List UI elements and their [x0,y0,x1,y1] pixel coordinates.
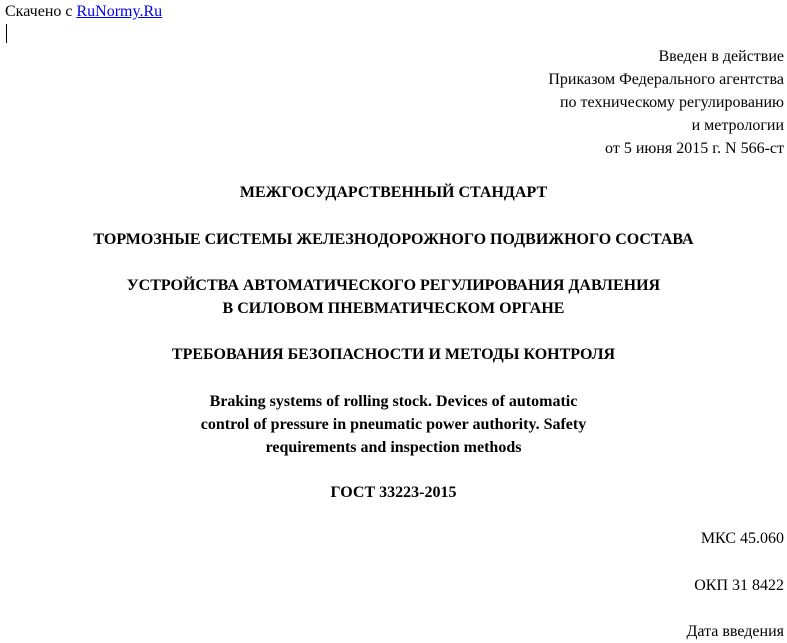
system-title-heading [0,228,787,251]
system-title: ТОРМОЗНЫЕ СИСТЕМЫ ЖЕЛЕЗНОДОРОЖНОГО ПОДВИЖНОГО СОСТАВА [93,231,694,248]
english-title-line: requirements and inspection methods [265,439,522,456]
approval-block [548,45,784,160]
english-title-block [0,390,787,459]
standard-type-heading [0,181,787,204]
standard-type: МЕЖГОСУДАРСТВЕННЫЙ СТАНДАРТ [239,184,548,201]
gost-number-heading [0,481,787,504]
english-title-line: Braking systems of rolling stock. Devices of automatic [209,393,578,410]
intro-date-label: Дата введения [686,623,784,640]
device-title-line: УСТРОЙСТВА АВТОМАТИЧЕСКОГО РЕГУЛИРОВАНИЯ ДАВЛЕНИЯ [126,277,661,294]
english-title-line: control of pressure in pneumatic power authority. Safety [200,416,587,433]
approval-line: от 5 июня 2015 г. N 566-ст [605,140,784,157]
source-link[interactable]: RuNormy.Ru [76,3,163,20]
approval-line: и метрологии [691,117,784,134]
okp-code: ОКП 31 8422 [694,577,784,594]
gost-number: ГОСТ 33223-2015 [330,484,457,501]
source-prefix: Скачено с [5,3,77,20]
device-title-heading [0,274,787,320]
approval-line: Приказом Федерального агентства [548,71,784,88]
source-line [5,2,162,22]
approval-line: Введен в действие [658,48,784,65]
requirements-title: ТРЕБОВАНИЯ БЕЗОПАСНОСТИ И МЕТОДЫ КОНТРОЛЯ [171,346,616,363]
requirements-title-heading [0,343,787,366]
text-cursor [6,24,7,43]
device-title-line: В СИЛОВОМ ПНЕВМАТИЧЕСКОМ ОРГАНЕ [222,300,565,317]
mks-code: МКС 45.060 [700,530,784,547]
approval-line: по техническому регулированию [559,94,784,111]
